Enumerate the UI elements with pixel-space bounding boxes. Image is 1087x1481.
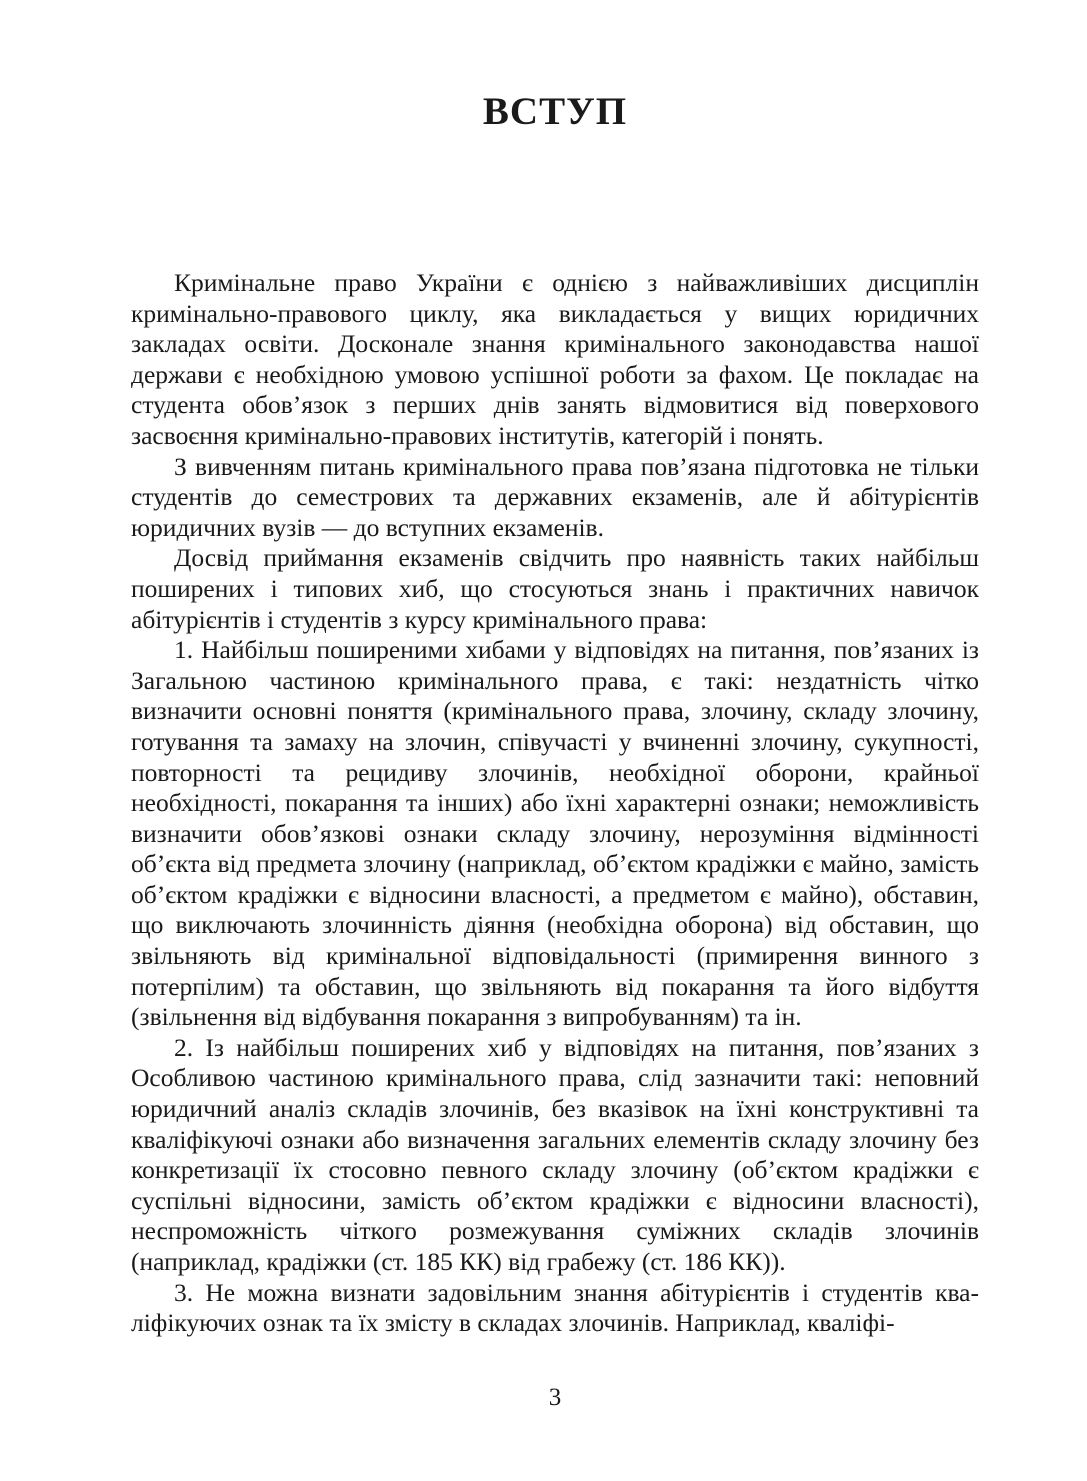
paragraph-typical-mistakes: Досвід приймання екзаменів свідчить про наявність таких найбільш поширених і типових хиб, що стосуються знань і практичних навичок абітурієнтів і студентів з курсу кримінального права:: [131, 543, 979, 634]
paragraph-intro: Кримінальне право України є однією з найважливіших дисциплін кримінально-правового циклу, яка викладається у вищих юридичних закладах освіти. Досконале знання кримінального законодавства нашої держави є необхідною умовою успішної роботи за фахом. Це покладає на студента обов’язок з перших днів занять відмовитися від поверхового засвоєння кримінально-правових інститутів, категорій і понять.: [131, 268, 979, 450]
paragraph-exam-preparation: З вивченням питань кримінального права пов’язана підготовка не тільки студентів до семестрових та державних екзаменів, але й абітурієнтів юридичних вузів — до вступних екзаменів.: [131, 451, 979, 542]
page-number: 3: [548, 1384, 562, 1411]
paragraph-item-1-general-part: 1. Найбільш поширеними хибами у відповідях на питання, пов’язаних із Загальною частиною кримінального права, є такі: нездaтність чітко визначити основні поняття (кримінального права, злочину, складу злочину, готування та замаху на злочин, співучасті у вчиненні злочину, сукупності, повторності та рецидиву злочинів, необхідної оборони, крайньої необхідності, покарання та інших) або їхні характерні ознаки; неможливість визначити обов’язкові ознаки складу злочину, нерозуміння відмінності об’єкта від предмета злочину (наприклад, об’єктом крадіжки є майно, замість об’єктом крадіжки є відносини власності, а предметом є майно), обставин, що виключають злочинність діяння (необхідна оборона) від обставин, що звільняють від кримінальної відповідальності (примирення винного з потерпілим) та обставин, що звільняють від покарання та його відбуття (звільнення від відбування покарання з випробуванням) та ін.: [131, 635, 979, 1032]
body-text: [131, 268, 979, 1339]
paragraph-item-3-qualifying-signs: 3. Не можна визнати задовільним знання абітурієнтів і студентів кваліфікуючих ознак та їх змісту в складах злочинів. Наприклад, кваліфі-: [131, 1277, 979, 1338]
paragraph-item-2-special-part: 2. Із найбільш поширених хиб у відповідях на питання, пов’язаних з Особливою частиною кримінального права, слід зазначити такі: неповний юридичний аналіз складів злочинів, без вказівок на їхні конструктивні та кваліфікуючі ознаки або визначення загальних елементів складу злочину без конкретизації їх стосовно певного складу злочину (об’єктом крадіжки є суспільні відносини, замість об’єктом крадіжки є відносини власності), неспроможність чіткого розмежування суміжних складів злочинів (наприклад, крадіжки (ст. 185 КК) від грабежу (ст. 186 КК)).: [131, 1032, 979, 1276]
page-title: ВСТУП: [482, 90, 628, 133]
